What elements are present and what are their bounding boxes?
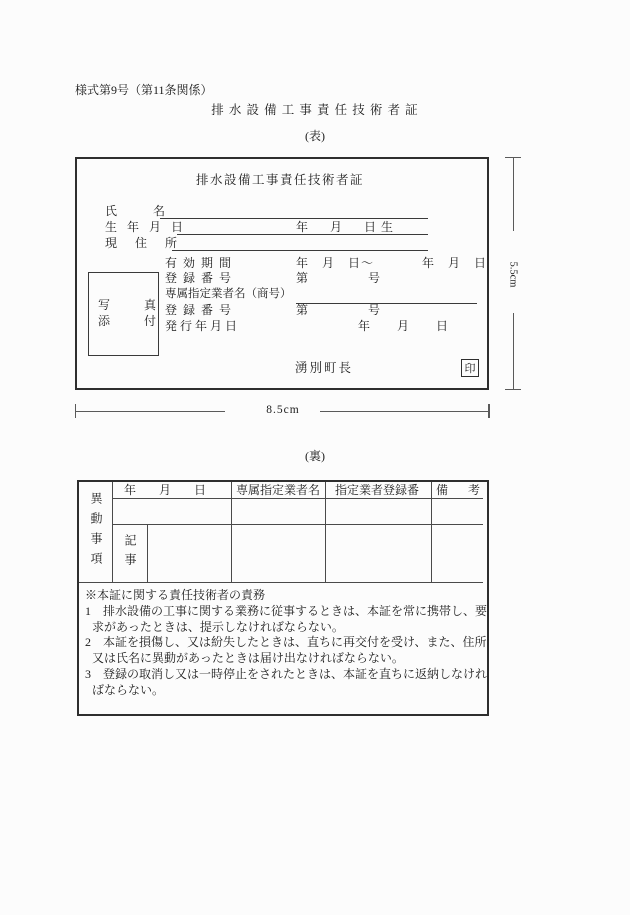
- duties-notes: [85, 588, 488, 699]
- notes-cell: [112, 524, 147, 582]
- width-dimension-right-tick: [488, 404, 490, 418]
- back-side-label: (裏): [305, 449, 325, 463]
- duties-line-2b: 又は氏名に異動があったときは届け出なければならない。: [92, 651, 404, 666]
- mayor-title: 湧別町長: [295, 361, 354, 375]
- width-dimension-line-left: [75, 411, 225, 413]
- photo-attach-line1: 写真: [98, 298, 191, 312]
- company-name-line: [296, 289, 477, 304]
- validity-label: 有効期間: [165, 256, 238, 270]
- photo-attach-box: [88, 272, 191, 356]
- name-field-line: [160, 205, 428, 219]
- registration-suffix-1: 号: [368, 271, 381, 285]
- height-dimension-line-upper: [513, 157, 515, 231]
- certificate-card-front: [75, 157, 489, 390]
- height-dimension-line-lower: [513, 313, 515, 390]
- table-hline-row: [112, 524, 483, 525]
- duties-line-3b: ばならない。: [92, 682, 165, 697]
- header-registration: 指定業者登録番: [335, 483, 420, 497]
- registration-suffix-2: 号: [368, 303, 381, 317]
- seal-mark: 印: [464, 363, 476, 375]
- width-dimension-line-right: [320, 411, 489, 413]
- front-side-label: (表): [305, 129, 325, 143]
- certificate-card-back: [77, 480, 501, 716]
- form-number-label: 様式第9号（第11条関係）: [75, 83, 213, 97]
- change-items-group-label: 異動事項: [89, 492, 103, 572]
- table-hline-bottom: [79, 582, 483, 583]
- table-vline-registration: [431, 482, 432, 582]
- registration-number-label-1: 登録番号: [165, 271, 238, 285]
- photo-attach-line2: 添付: [98, 314, 191, 328]
- duties-line-1: 1 排水設備の工事に関する業務に従事するときは、本証を常に携帯し、要: [85, 603, 488, 618]
- registration-prefix-1: 第: [296, 271, 309, 285]
- width-dimension-label: 8.5cm: [266, 404, 300, 416]
- table-vline-company: [325, 482, 326, 582]
- registration-prefix-2: 第: [296, 303, 309, 317]
- birth-field-label: 生年月日: [105, 220, 194, 234]
- duties-heading: ※本証に関する責任技術者の責務: [85, 588, 266, 602]
- company-name-label: 専属指定業者名（商号）: [165, 288, 292, 300]
- validity-to-value: 年 月 日: [422, 256, 488, 270]
- duties-line-1b: 求があったときは、提示しなければならない。: [92, 619, 344, 634]
- address-field-label: 現住所: [105, 236, 196, 250]
- issue-date-value: 年 月 日: [358, 319, 450, 333]
- header-date: 年月日: [124, 483, 230, 497]
- height-dimension-bottom-tick: [505, 389, 521, 391]
- duties-line-3: 3 登録の取消し又は一時停止をされたときは、本証を直ちに返納しなけれ: [85, 666, 488, 681]
- notes-cell-label: 記事: [123, 534, 137, 572]
- certificate-card-title: 排水設備工事責任技術者証: [195, 173, 364, 187]
- name-field-label: 氏名: [105, 204, 202, 218]
- duties-line-2: 2 本証を損傷し、又は紛失したときは、直ちに再交付を受け、また、住所: [85, 635, 487, 650]
- page-title: 排 水 設 備 工 事 責 任 技 術 者 証: [211, 103, 419, 117]
- change-items-group-cell: [79, 482, 112, 582]
- birth-date-placeholder: 年 月 日生: [296, 220, 399, 234]
- registration-number-label-2: 登録番号: [165, 303, 238, 317]
- table-vline-date: [231, 482, 232, 582]
- seal-box: [461, 359, 479, 377]
- table-hline-header: [112, 498, 483, 499]
- issue-date-label: 発行年月日: [165, 319, 241, 333]
- validity-from-value: 年 月 日～: [296, 256, 375, 270]
- height-dimension-label: 5.5cm: [507, 261, 519, 288]
- table-vline-notes: [147, 524, 148, 582]
- header-company: 専属指定業者名: [236, 483, 321, 497]
- header-remarks: 備考: [436, 483, 501, 497]
- address-field-line: [172, 237, 428, 251]
